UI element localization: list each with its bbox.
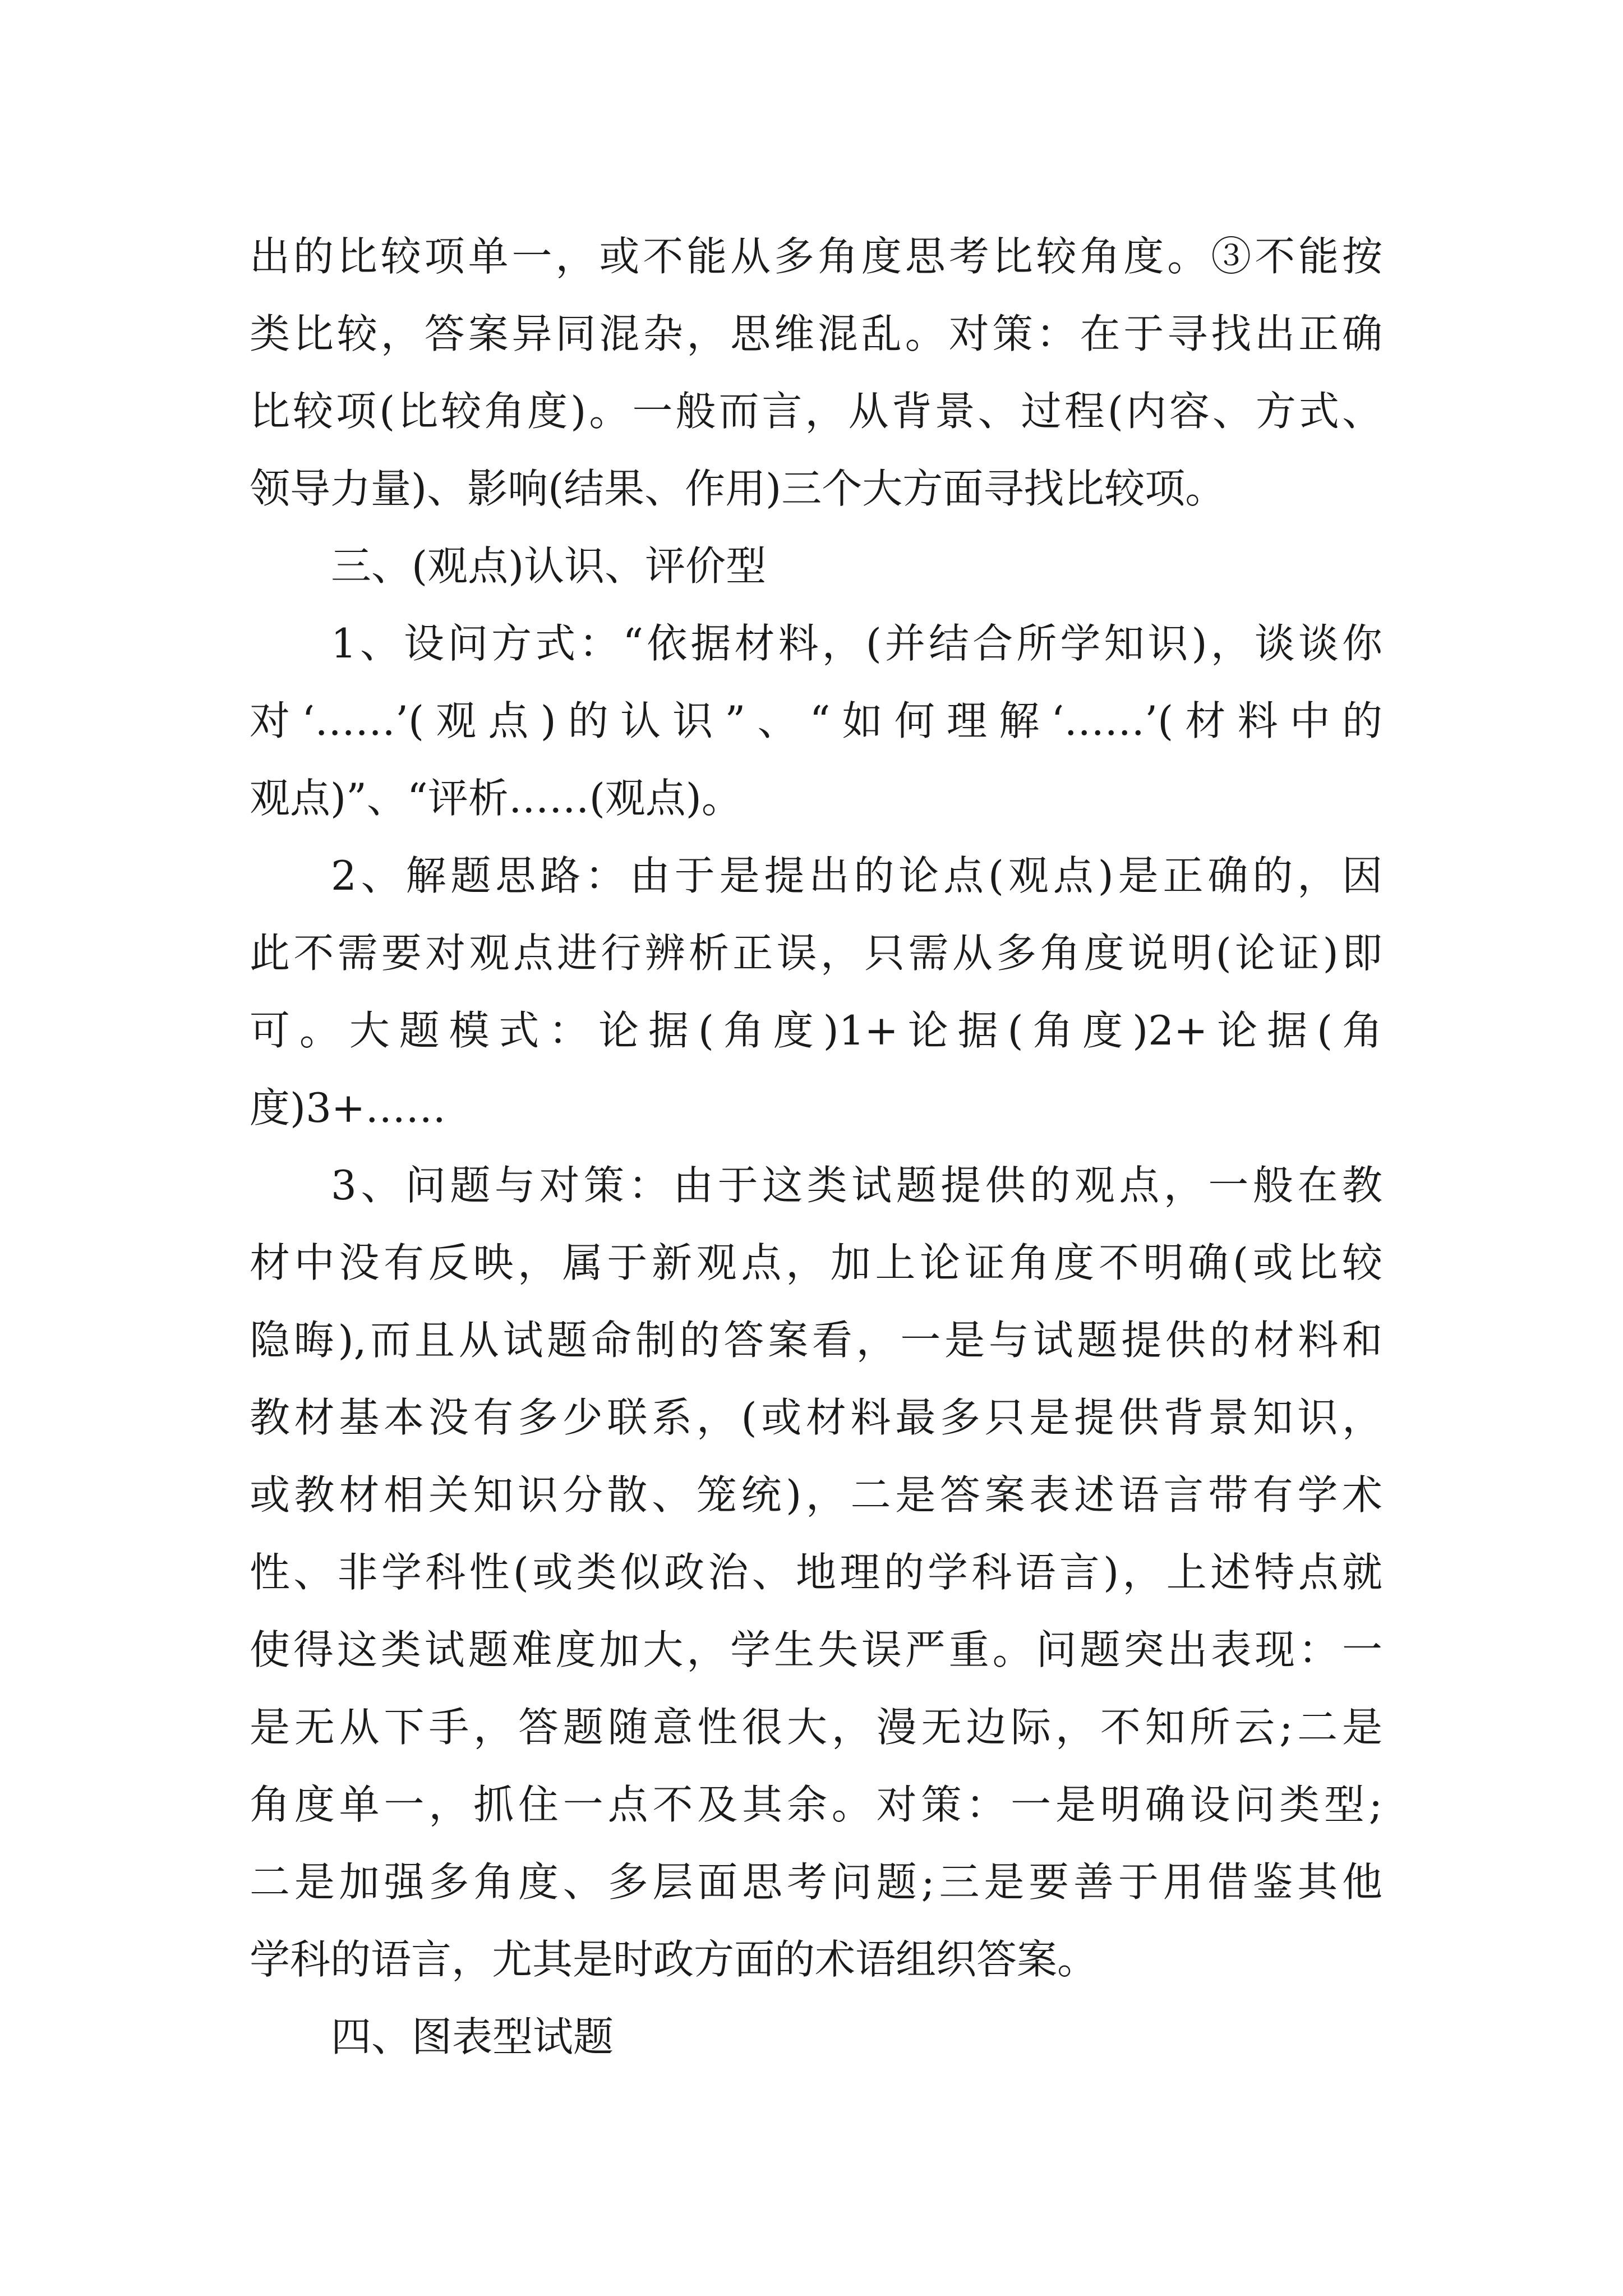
text-line: 隐晦),而且从试题命制的答案看，一是与试题提供的材料和 bbox=[250, 1317, 1382, 1364]
text-line: 3、问题与对策：由于这类试题提供的观点，一般在教 bbox=[331, 1162, 1382, 1209]
text-line: 材中没有反映，属于新观点，加上论证角度不明确(或比较 bbox=[250, 1239, 1382, 1286]
text-line: 此不需要对观点进行辨析正误，只需从多角度说明(论证)即 bbox=[250, 930, 1382, 977]
text-line: 角度单一，抓住一点不及其余。对策：一是明确设问类型; bbox=[250, 1781, 1382, 1828]
text-line: 对‘……’(观点)的认识”、“如何理解‘……’(材料中的 bbox=[250, 697, 1382, 744]
text-line: 度)3+…… bbox=[250, 1084, 446, 1131]
text-line: 观点)”、“评析……(观点)。 bbox=[250, 775, 742, 822]
text-line: 是无从下手，答题随意性很大，漫无边际，不知所云;二是 bbox=[250, 1704, 1382, 1751]
section-heading: 四、图表型试题 bbox=[331, 2013, 614, 2060]
text-line: 性、非学科性(或类似政治、地理的学科语言)，上述特点就 bbox=[250, 1549, 1382, 1596]
text-line: 2、解题思路：由于是提出的论点(观点)是正确的，因 bbox=[331, 852, 1382, 899]
text-line: 类比较，答案异同混杂，思维混乱。对策：在于寻找出正确 bbox=[250, 310, 1382, 357]
text-line: 或教材相关知识分散、笼统)，二是答案表述语言带有学术 bbox=[250, 1471, 1382, 1519]
text-line: 可。大题模式：论据(角度)1+论据(角度)2+论据(角 bbox=[250, 1007, 1382, 1054]
text-line: 学科的语言，尤其是时政方面的术语组织答案。 bbox=[250, 1936, 1098, 1983]
text-line: 二是加强多角度、多层面思考问题;三是要善于用借鉴其他 bbox=[250, 1858, 1382, 1906]
text-line: 1、设问方式：“依据材料，(并结合所学知识)，谈谈你 bbox=[331, 620, 1382, 667]
text-line: 教材基本没有多少联系，(或材料最多只是提供背景知识， bbox=[250, 1394, 1382, 1441]
text-line: 领导力量)、影响(结果、作用)三个大方面寻找比较项。 bbox=[250, 465, 1226, 512]
text-line: 出的比较项单一，或不能从多角度思考比较角度。③不能按 bbox=[250, 233, 1382, 280]
text-line: 比较项(比较角度)。一般而言，从背景、过程(内容、方式、 bbox=[250, 388, 1382, 435]
text-line: 使得这类试题难度加大，学生失误严重。问题突出表现：一 bbox=[250, 1626, 1382, 1673]
section-heading: 三、(观点)认识、评价型 bbox=[331, 542, 767, 590]
